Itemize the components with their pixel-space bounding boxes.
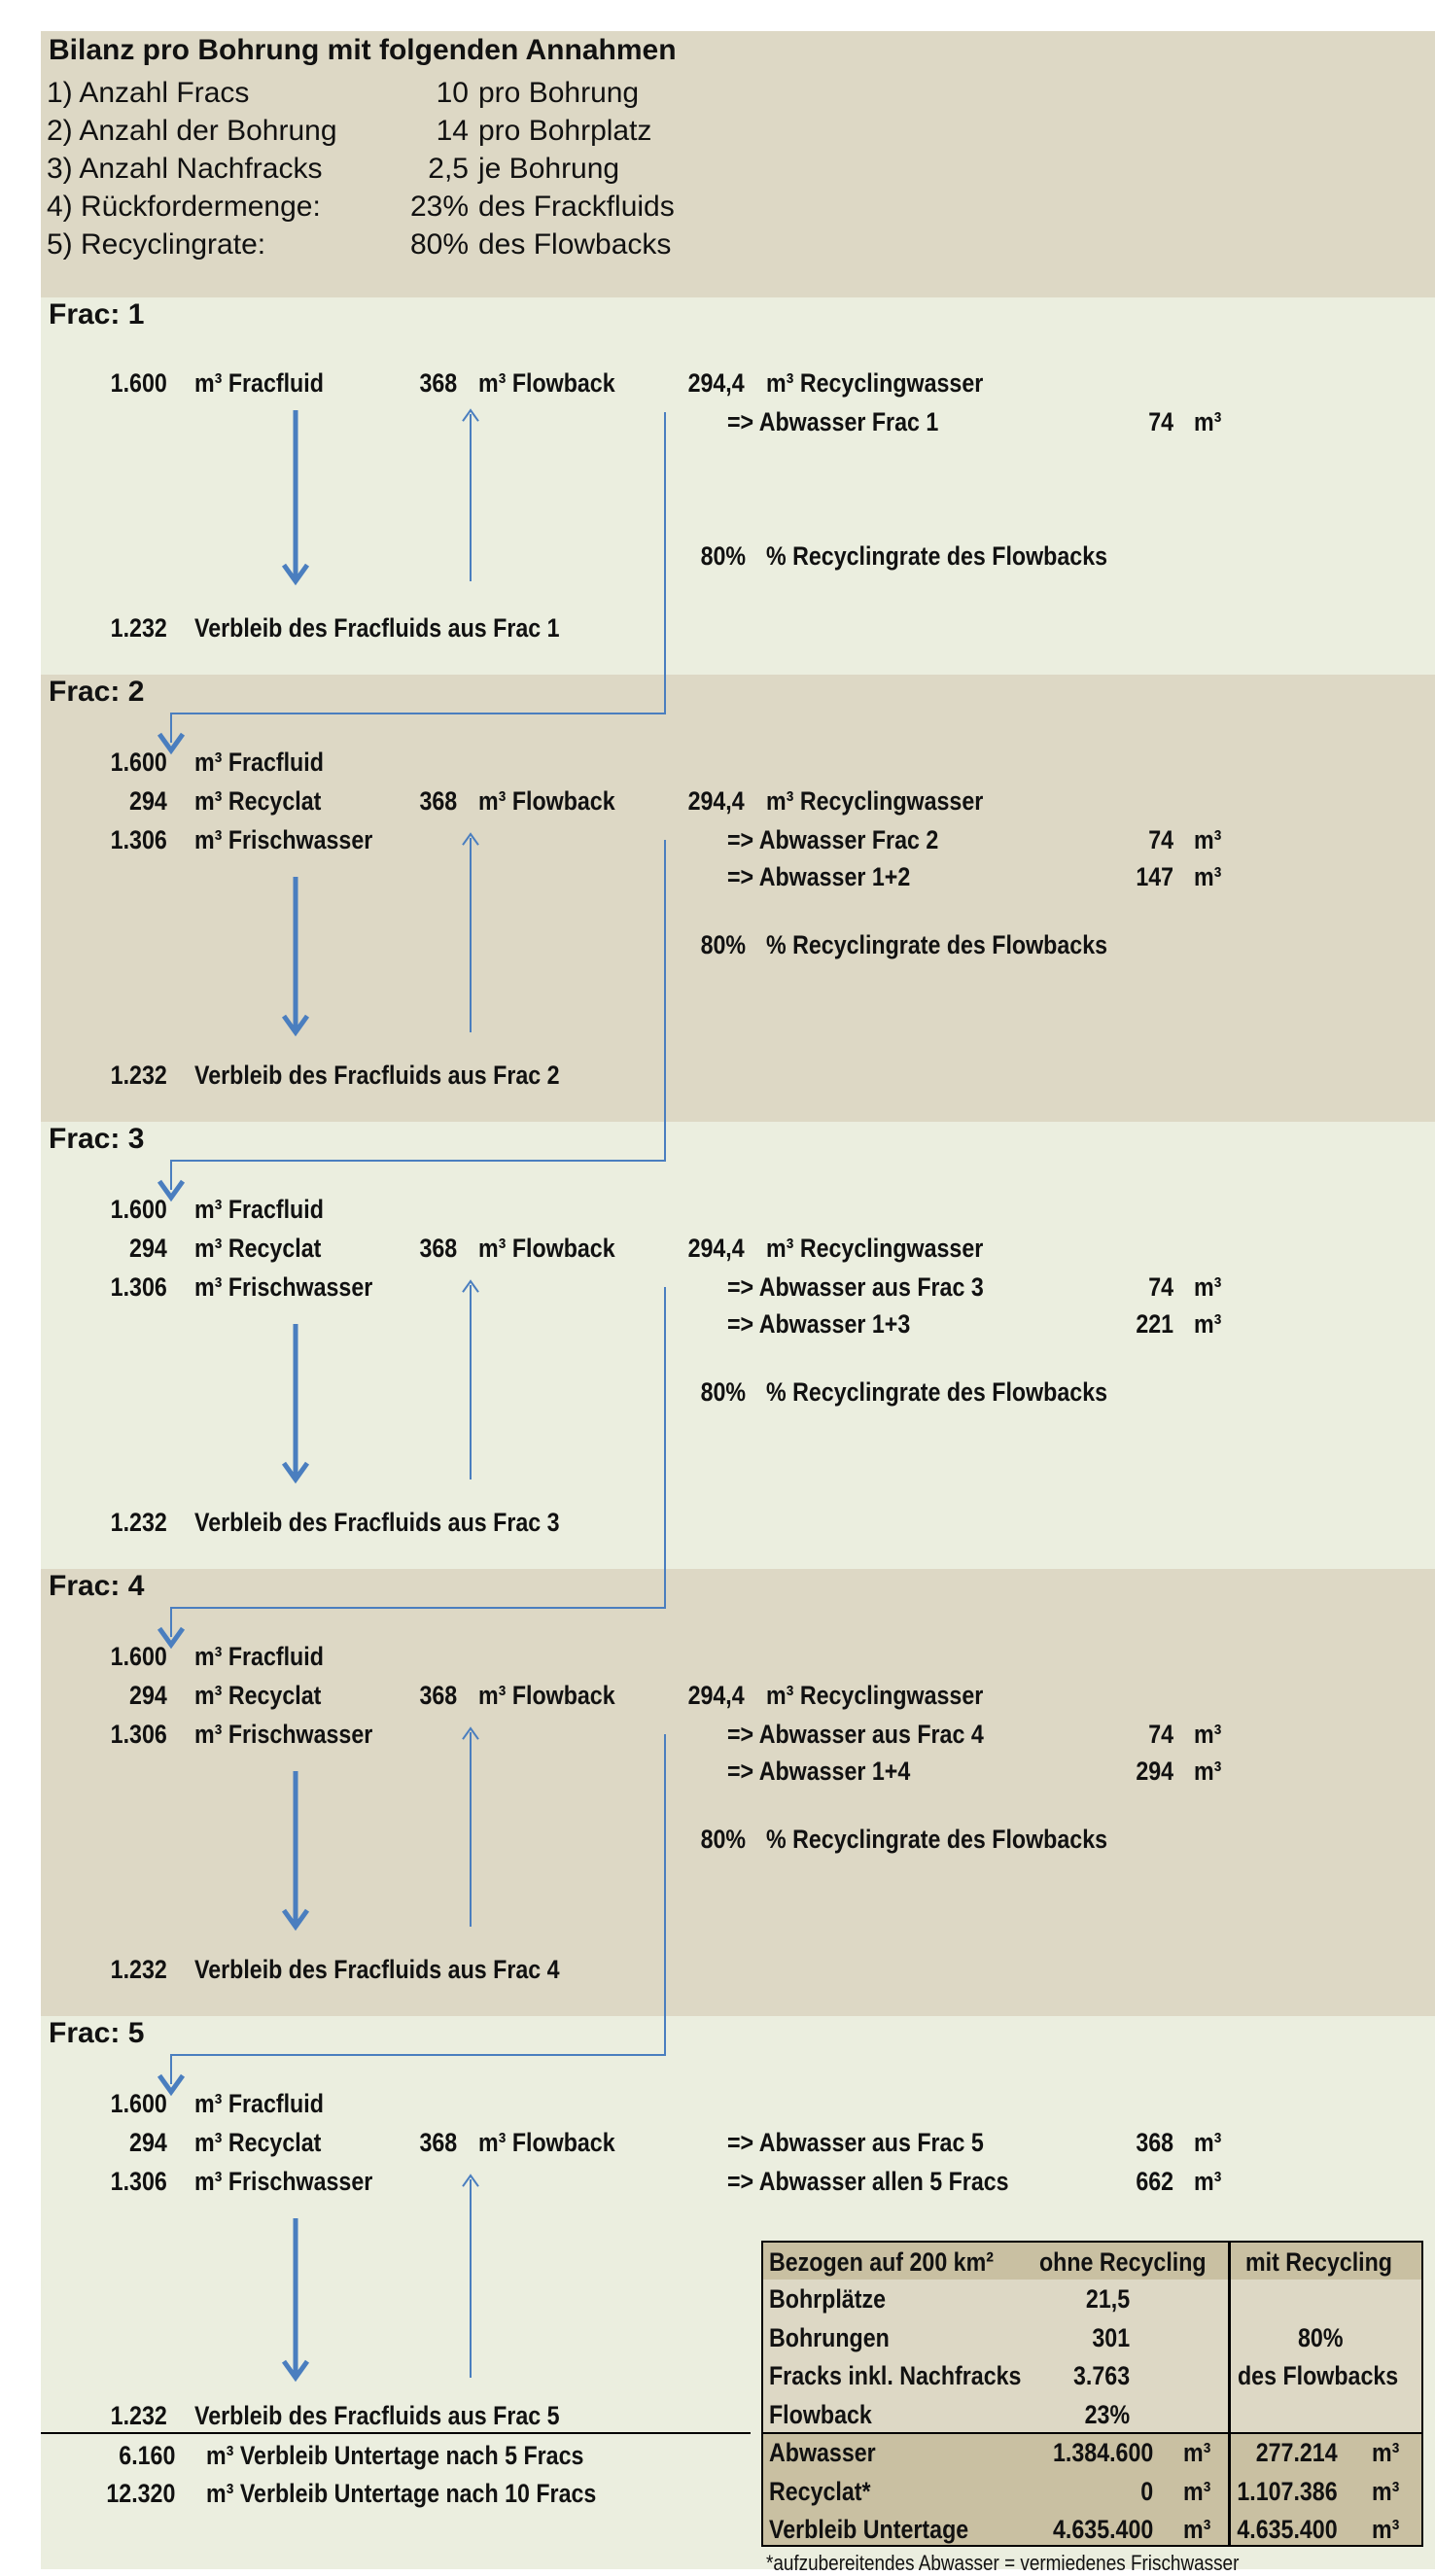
assumption-value: 2,5: [428, 153, 469, 185]
assumption-value: 23%: [409, 191, 469, 223]
summary-row-u1: m³: [1183, 2476, 1211, 2506]
assumption-value: 80%: [409, 228, 469, 261]
rate-value: 80%: [700, 1377, 747, 1407]
summary-row-v1: 3.763: [1073, 2361, 1131, 2390]
summary-row-u1: m³: [1183, 2438, 1211, 2467]
fracfluid-value: 1.600: [110, 1195, 167, 1224]
assumption-label: 5) Recyclingrate:: [47, 228, 266, 261]
frac-title: Frac: 2: [49, 676, 145, 708]
frischwasser-value: 1.306: [110, 825, 167, 854]
abwasser-sum-unit: m³: [1194, 1757, 1222, 1786]
fracfluid-value: 1.600: [110, 2089, 167, 2118]
fracfluid-label: m³ Fracfluid: [194, 1195, 324, 1224]
assumption-unit: pro Bohrung: [478, 77, 640, 109]
recyclat-value: 294: [129, 1681, 167, 1710]
summary-row-label: Flowback: [769, 2399, 872, 2429]
assumption-unit: pro Bohrplatz: [478, 115, 652, 147]
abwasser-label: => Abwasser aus Frac 3: [727, 1272, 984, 1302]
frischwasser-label: m³ Frischwasser: [194, 825, 373, 854]
recycling-value: 294,4: [687, 1234, 745, 1263]
flowback-value: 368: [419, 1681, 458, 1710]
flowback-value: 368: [419, 1234, 458, 1263]
summary-row-v2: 1.107.386: [1237, 2476, 1338, 2506]
recyclat-connector: [171, 1287, 665, 1637]
abwasser-sum-value: 221: [1136, 1309, 1174, 1339]
flowback-label: m³ Flowback: [478, 1681, 615, 1710]
abwasser-label: => Abwasser aus Frac 4: [727, 1720, 984, 1749]
total-10-label: m³ Verbleib Untertage nach 10 Fracs: [206, 2479, 597, 2508]
summary-row-label: Recyclat*: [769, 2476, 871, 2506]
abwasser-unit: m³: [1194, 407, 1222, 436]
summary-row-label: Bohrungen: [769, 2322, 890, 2352]
assumption-label: 1) Anzahl Fracs: [47, 77, 250, 109]
verbleib-value: 1.232: [110, 2401, 167, 2430]
abwasser-sum-value: 147: [1136, 862, 1174, 891]
summary-row-u2: m³: [1372, 2438, 1400, 2467]
assumption-value: 14: [436, 115, 469, 147]
summary-row-v2: 277.214: [1255, 2438, 1338, 2467]
abwasser-value: 368: [1136, 2128, 1174, 2157]
assumption-unit: je Bohrung: [478, 153, 620, 185]
summary-row-v1: 0: [1140, 2476, 1154, 2506]
recyclat-value: 294: [129, 2128, 167, 2157]
flowback-value: 368: [419, 2128, 458, 2157]
frac-title: Frac: 5: [49, 2017, 145, 2049]
frac-title: Frac: 3: [49, 1123, 145, 1155]
recycling-value: 294,4: [687, 786, 745, 816]
summary-row-label: Verbleib Untertage: [769, 2515, 969, 2544]
recyclat-connector: [171, 1734, 665, 2084]
flowback-label: m³ Flowback: [478, 2128, 615, 2157]
abwasser-value: 74: [1148, 825, 1174, 854]
abwasser-sum-unit: m³: [1194, 2167, 1222, 2196]
abwasser-value: 74: [1148, 1720, 1174, 1749]
total-10-value: 12.320: [106, 2479, 176, 2508]
rate-value: 80%: [700, 541, 747, 571]
flowback-value: 368: [419, 786, 458, 816]
assumption-label: 2) Anzahl der Bohrung: [47, 115, 337, 147]
abwasser-value: 74: [1148, 407, 1174, 436]
fracfluid-label: m³ Fracfluid: [194, 1642, 324, 1671]
recyclat-label: m³ Recyclat: [194, 1681, 322, 1710]
abwasser-sum-label: => Abwasser allen 5 Fracs: [727, 2167, 1009, 2196]
summary-table: [761, 2241, 1423, 2547]
flowback-value: 368: [419, 368, 458, 398]
fracfluid-value: 1.600: [110, 748, 167, 777]
abwasser-sum-label: => Abwasser 1+2: [727, 862, 911, 891]
recycling-value: 294,4: [687, 1681, 745, 1710]
frischwasser-label: m³ Frischwasser: [194, 2167, 373, 2196]
recyclat-label: m³ Recyclat: [194, 786, 322, 816]
abwasser-unit: m³: [1194, 2128, 1222, 2157]
rate-label: % Recyclingrate des Flowbacks: [766, 1377, 1108, 1407]
page-title: Bilanz pro Bohrung mit folgenden Annahmen: [49, 34, 677, 66]
rate-label: % Recyclingrate des Flowbacks: [766, 930, 1108, 959]
flowback-label: m³ Flowback: [478, 1234, 615, 1263]
frischwasser-label: m³ Frischwasser: [194, 1720, 373, 1749]
summary-col1: ohne Recycling: [1039, 2247, 1207, 2277]
abwasser-sum-unit: m³: [1194, 1309, 1222, 1339]
recycling-label: m³ Recyclingwasser: [766, 368, 984, 398]
summary-row-v2: 80%: [1298, 2322, 1344, 2352]
recyclat-label: m³ Recyclat: [194, 2128, 322, 2157]
abwasser-label: => Abwasser Frac 2: [727, 825, 939, 854]
flowback-label: m³ Flowback: [478, 368, 615, 398]
recycling-label: m³ Recyclingwasser: [766, 786, 984, 816]
summary-row-v1: 23%: [1084, 2399, 1131, 2429]
total-5-label: m³ Verbleib Untertage nach 5 Fracs: [206, 2441, 584, 2470]
recyclat-label: m³ Recyclat: [194, 1234, 322, 1263]
frischwasser-label: m³ Frischwasser: [194, 1272, 373, 1302]
summary-row-v2: des Flowbacks: [1238, 2361, 1399, 2390]
summary-row-v1: 301: [1092, 2322, 1131, 2352]
summary-row-label: Abwasser: [769, 2438, 876, 2467]
summary-hline: [763, 2432, 1421, 2434]
abwasser-sum-label: => Abwasser 1+4: [727, 1757, 911, 1786]
rate-label: % Recyclingrate des Flowbacks: [766, 541, 1108, 571]
fracfluid-label: m³ Fracfluid: [194, 2089, 324, 2118]
abwasser-label: => Abwasser aus Frac 5: [727, 2128, 984, 2157]
fracfluid-label: m³ Fracfluid: [194, 368, 324, 398]
abwasser-value: 74: [1148, 1272, 1174, 1302]
verbleib-value: 1.232: [110, 1508, 167, 1537]
abwasser-sum-unit: m³: [1194, 862, 1222, 891]
recyclat-value: 294: [129, 786, 167, 816]
summary-row-label: Bohrplätze: [769, 2284, 886, 2314]
fracfluid-label: m³ Fracfluid: [194, 748, 324, 777]
fracfluid-value: 1.600: [110, 368, 167, 398]
assumption-value: 10: [436, 77, 469, 109]
assumption-unit: des Frackfluids: [478, 191, 675, 223]
flowback-label: m³ Flowback: [478, 786, 615, 816]
summary-row-v2: 4.635.400: [1237, 2515, 1338, 2544]
verbleib-label: Verbleib des Fracfluids aus Frac 4: [194, 1955, 560, 1984]
verbleib-label: Verbleib des Fracfluids aus Frac 3: [194, 1508, 560, 1537]
abwasser-sum-label: => Abwasser 1+3: [727, 1309, 911, 1339]
frischwasser-value: 1.306: [110, 2167, 167, 2196]
summary-footnote: *aufzubereitendes Abwasser = vermiedenes Frischwasser: [766, 2551, 1240, 2575]
total-5-value: 6.160: [119, 2441, 176, 2470]
assumption-unit: des Flowbacks: [478, 228, 672, 261]
assumption-label: 4) Rückfordermenge:: [47, 191, 321, 223]
recyclat-connector: [171, 840, 665, 1190]
frac-title: Frac: 4: [49, 1570, 145, 1602]
summary-row-u2: m³: [1372, 2476, 1400, 2506]
verbleib-label: Verbleib des Fracfluids aus Frac 1: [194, 613, 560, 643]
verbleib-value: 1.232: [110, 1955, 167, 1984]
summary-row-u1: m³: [1183, 2515, 1211, 2544]
abwasser-unit: m³: [1194, 1720, 1222, 1749]
summary-row-v1: 1.384.600: [1053, 2438, 1154, 2467]
recyclat-value: 294: [129, 1234, 167, 1263]
summary-row-u2: m³: [1372, 2515, 1400, 2544]
verbleib-label: Verbleib des Fracfluids aus Frac 2: [194, 1061, 560, 1090]
summary-col2: mit Recycling: [1245, 2247, 1392, 2277]
summary-row-label: Fracks inkl. Nachfracks: [769, 2361, 1022, 2390]
abwasser-unit: m³: [1194, 825, 1222, 854]
abwasser-sum-value: 294: [1136, 1757, 1174, 1786]
recyclat-connector: [171, 412, 665, 743]
verbleib-value: 1.232: [110, 1061, 167, 1090]
recycling-label: m³ Recyclingwasser: [766, 1681, 984, 1710]
summary-row-v1: 4.635.400: [1053, 2515, 1154, 2544]
abwasser-sum-value: 662: [1136, 2167, 1174, 2196]
abwasser-label: => Abwasser Frac 1: [727, 407, 939, 436]
frac-title: Frac: 1: [49, 298, 145, 331]
frischwasser-value: 1.306: [110, 1720, 167, 1749]
fracfluid-value: 1.600: [110, 1642, 167, 1671]
rate-value: 80%: [700, 1825, 747, 1854]
verbleib-value: 1.232: [110, 613, 167, 643]
summary-col0: Bezogen auf 200 km²: [769, 2247, 994, 2277]
verbleib-label: Verbleib des Fracfluids aus Frac 5: [194, 2401, 560, 2430]
abwasser-unit: m³: [1194, 1272, 1222, 1302]
recycling-label: m³ Recyclingwasser: [766, 1234, 984, 1263]
summary-row-v1: 21,5: [1085, 2284, 1131, 2314]
rate-label: % Recyclingrate des Flowbacks: [766, 1825, 1108, 1854]
rate-value: 80%: [700, 930, 747, 959]
summary-vline-right: [1228, 2433, 1231, 2545]
assumption-label: 3) Anzahl Nachfracks: [47, 153, 323, 185]
totals-divider: [41, 2432, 751, 2434]
frischwasser-value: 1.306: [110, 1272, 167, 1302]
recycling-value: 294,4: [687, 368, 745, 398]
